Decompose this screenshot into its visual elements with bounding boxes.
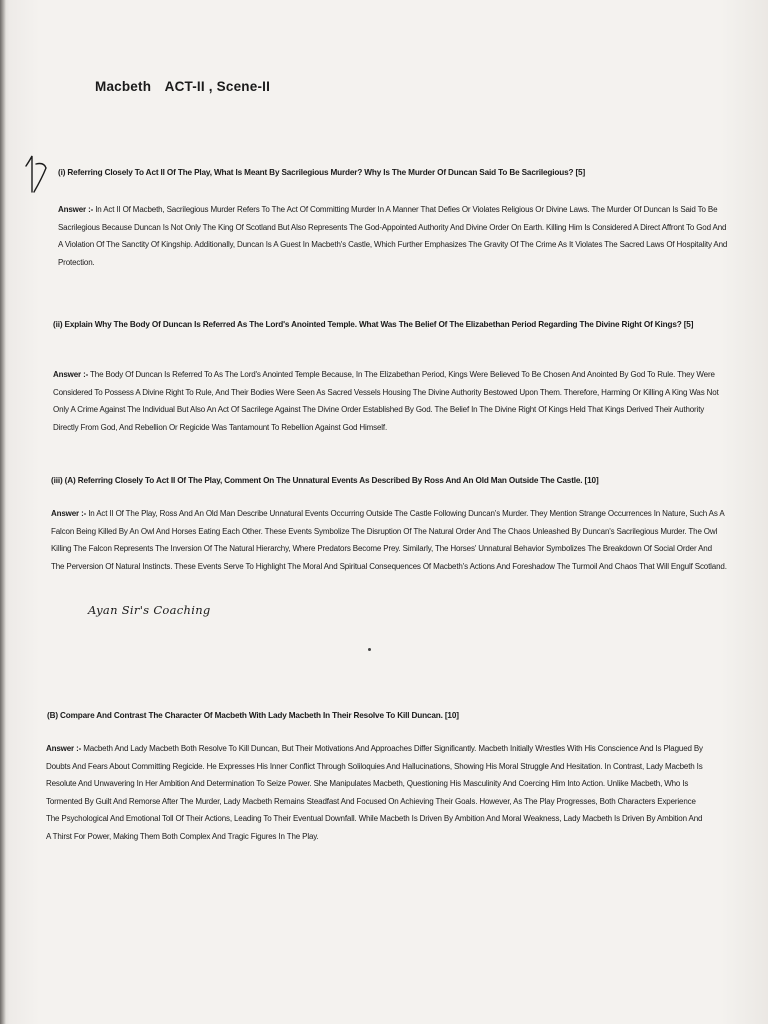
answer-text: In Act II Of The Play, Ross And An Old Man Describe Unnatural Events Occurring Outside The Castle Following Duncan's Murder. They Mention Strange Occurrences In Nature, Such As A Falcon Being Killed By An Owl And Horses Eating Each Other. These Events Symbolize The Disruption Of The Natural Order And The Chaos Unleashed By Duncan's Sacrilegious Murder. The Owl Killing The Falcon Represents The Inversion Of The Natural Hierarchy, Where Predators Become Prey. Similarly, The Horses' Unnatural Behavior Symbolizes The Breakdown Of Social Order And The Perversion Of Natural Instincts. These Events Serve To Highlight The Moral And Spiritual Consequences Of Macbeth's Actions And Foreshadow The Turmoil And Chaos That Will Engulf Scotland. [51,509,727,571]
stray-dot [368,648,371,651]
answer-2 [53,366,729,436]
title-play: Macbeth [95,79,152,94]
answer-text: Macbeth And Lady Macbeth Both Resolve To Kill Duncan, But Their Motivations And Approaches Differ Significantly. Macbeth Initially Wrestles With His Conscience And Is Plagued By Doubts And Fears About Committing Regicide. He Expresses His Inner Conflict Through Soliloquies And Hallucinations, Showing His Moral Struggle And Hesitation. In Contrast, Lady Macbeth Is Resolute And Unwavering In Her Ambition And Determination To Seize Power. She Manipulates Macbeth, Questioning His Masculinity And Coercing Him Into Action. Unlike Macbeth, Who Is Tormented By Guilt And Remorse After The Murder, Lady Macbeth Remains Steadfast And Focused On Achieving Their Goals. However, As The Play Progresses, Both Characters Experience The Psychological And Emotional Toll Of Their Actions, Leading To Their Eventual Downfall. While Macbeth Is Driven By Ambition And Moral Weakness, Lady Macbeth Is Driven By Ambition And A Thirst For Power, Making Them Both Complex And Tragic Figures In The Play. [46,744,703,841]
answer-label: Answer :- [58,205,94,214]
answer-text: In Act II Of Macbeth, Sacrilegious Murder Refers To The Act Of Committing Murder In A Manner That Defies Or Violates Religious Or Divine Laws. The Murder Of Duncan Is Said To Be Sacrilegious Because Duncan Is Not Only The King Of Scotland But Also Represents The God-Appointed Authority And Divine Order On Earth. Killing Him Is Considered A Direct Affront To God And A Violation Of The Sanctity Of Kingship. Additionally, Duncan Is A Guest In Macbeth's Castle, Which Further Emphasizes The Gravity Of The Crime As It Violates The Sacred Laws Of Hospitality And Protection. [58,205,728,267]
signature-handwritten: Ayan Sir's Coaching [88,603,211,617]
question-2: (ii) Explain Why The Body Of Duncan Is Referred As The Lord's Anointed Temple. What Was The Belief Of The Elizabethan Period Regarding The Divine Right Of Kings? [5] [53,320,694,329]
page-edge-shadow [0,0,6,1024]
answer-label: Answer :- [51,509,87,518]
answer-label: Answer :- [53,370,89,379]
question-1: (i) Referring Closely To Act II Of The Play, What Is Meant By Sacrilegious Murder? Why Is The Murder Of Duncan Said To Be Sacrilegious? [5] [58,168,586,177]
answer-3b [46,740,706,845]
answer-3a [51,505,727,575]
answer-1 [58,201,730,271]
margin-handwritten-mark-icon [20,152,50,196]
title-act-scene: ACT-II , Scene-II [164,79,271,94]
page-title [95,79,280,94]
question-3b: (B) Compare And Contrast The Character Of Macbeth With Lady Macbeth In Their Resolve To Kill Duncan. [10] [47,711,459,720]
answer-text: The Body Of Duncan Is Referred To As The Lord's Anointed Temple Because, In The Elizabethan Period, Kings Were Believed To Be Chosen And Anointed By God To Rule. They Were Considered To Possess A Divine Right To Rule, And Their Bodies Were Seen As Sacred Vessels Housing The Divine Authority Bestowed Upon Them. Therefore, Harming Or Killing A King Was Not Only A Crime Against The Individual But Also An Act Of Sacrilege Against The Divine Order Established By God. The Belief In The Divine Right Of Kings Held That Kings Derived Their Authority Directly From God, And Rebellion Or Regicide Was Tantamount To Rebellion Against God Himself. [53,370,719,432]
answer-label: Answer :- [46,744,82,753]
question-3a: (iii) (A) Referring Closely To Act II Of The Play, Comment On The Unnatural Events As Described By Ross And An Old Man Outside The Castle. [10] [51,476,599,485]
